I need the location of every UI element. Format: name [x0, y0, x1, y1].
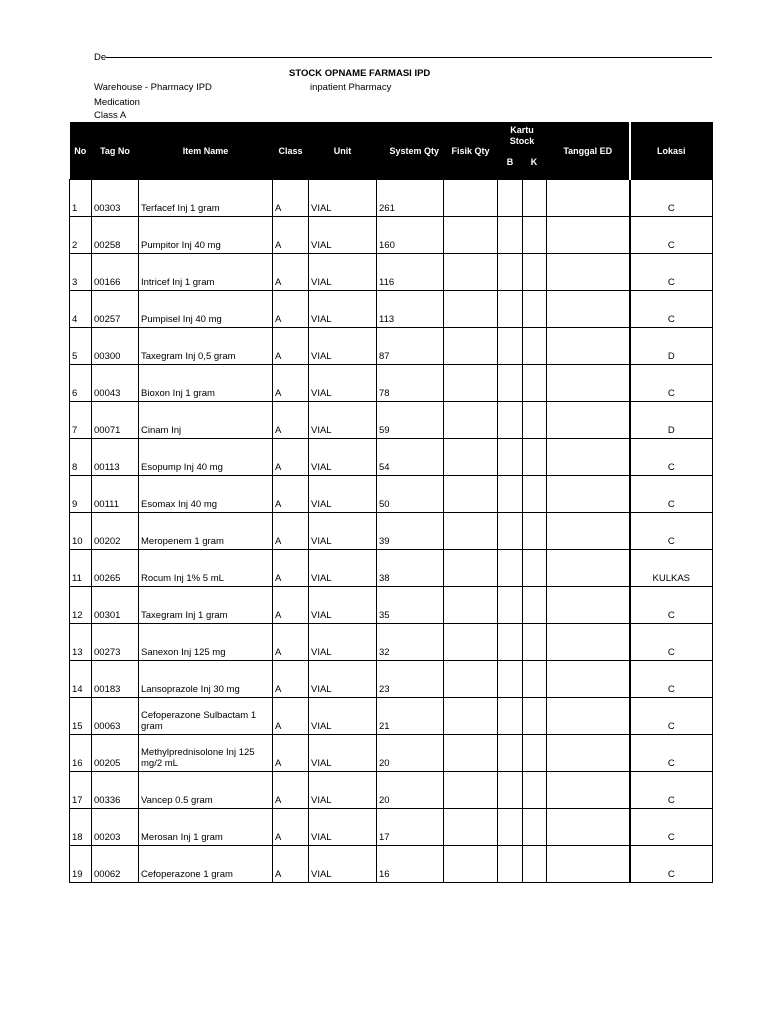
- cell-fisik-qty: [444, 291, 498, 328]
- cell-item-name: Vancep 0.5 gram: [139, 772, 273, 809]
- cell-lokasi: C: [630, 698, 713, 735]
- cell-no: 14: [70, 661, 92, 698]
- cell-tag-no: 00258: [92, 217, 139, 254]
- cell-system-qty: 35: [377, 587, 444, 624]
- cell-no: 15: [70, 698, 92, 735]
- col-header-system-qty: System Qty: [377, 122, 444, 180]
- cell-kartu-k: [523, 402, 547, 439]
- kartu-b-label: B: [506, 156, 514, 167]
- cell-kartu-b: [498, 772, 523, 809]
- cell-item-name: Intricef Inj 1 gram: [139, 254, 273, 291]
- cell-no: 1: [70, 180, 92, 217]
- cell-lokasi: C: [630, 661, 713, 698]
- cell-tag-no: 00183: [92, 661, 139, 698]
- cell-lokasi: C: [630, 735, 713, 772]
- cell-no: 11: [70, 550, 92, 587]
- cell-fisik-qty: [444, 661, 498, 698]
- cell-no: 3: [70, 254, 92, 291]
- cell-unit: VIAL: [309, 809, 377, 846]
- page-title: STOCK OPNAME FARMASI IPD: [289, 68, 431, 79]
- table-row: [70, 587, 713, 624]
- cell-lokasi: C: [630, 587, 713, 624]
- cell-unit: VIAL: [309, 439, 377, 476]
- cell-tanggal-ed: [547, 550, 630, 587]
- cell-fisik-qty: [444, 180, 498, 217]
- cell-kartu-b: [498, 661, 523, 698]
- cell-tanggal-ed: [547, 217, 630, 254]
- cell-lokasi: D: [630, 328, 713, 365]
- cell-class: A: [273, 402, 309, 439]
- cell-kartu-b: [498, 254, 523, 291]
- cell-unit: VIAL: [309, 772, 377, 809]
- cell-item-name: Cefoperazone Sulbactam 1 gram: [139, 698, 273, 735]
- cell-class: A: [273, 772, 309, 809]
- cell-tag-no: 00273: [92, 624, 139, 661]
- cell-class: A: [273, 846, 309, 883]
- warehouse-label: Warehouse - Pharmacy IPD: [94, 82, 212, 93]
- cell-lokasi: KULKAS: [630, 550, 713, 587]
- cell-class: A: [273, 587, 309, 624]
- cell-kartu-b: [498, 365, 523, 402]
- cell-tanggal-ed: [547, 587, 630, 624]
- cell-class: A: [273, 661, 309, 698]
- cell-no: 6: [70, 365, 92, 402]
- col-header-item-name: Item Name: [139, 122, 273, 180]
- cell-class: A: [273, 291, 309, 328]
- cell-unit: VIAL: [309, 254, 377, 291]
- cell-class: A: [273, 476, 309, 513]
- cell-system-qty: 116: [377, 254, 444, 291]
- cell-kartu-b: [498, 846, 523, 883]
- table-row: [70, 661, 713, 698]
- cell-unit: VIAL: [309, 476, 377, 513]
- kartu-line2: Stock: [509, 135, 535, 146]
- cell-no: 17: [70, 772, 92, 809]
- location-description: inpatient Pharmacy: [310, 82, 392, 93]
- cell-tanggal-ed: [547, 328, 630, 365]
- table-row: [70, 772, 713, 809]
- cell-class: A: [273, 328, 309, 365]
- cell-lokasi: C: [630, 476, 713, 513]
- cell-no: 13: [70, 624, 92, 661]
- table-row: [70, 365, 713, 402]
- cell-tanggal-ed: [547, 513, 630, 550]
- cell-item-name: Terfacef Inj 1 gram: [139, 180, 273, 217]
- cell-lokasi: C: [630, 254, 713, 291]
- cell-tag-no: 00336: [92, 772, 139, 809]
- cell-class: A: [273, 365, 309, 402]
- cell-unit: VIAL: [309, 698, 377, 735]
- cell-fisik-qty: [444, 439, 498, 476]
- cell-unit: VIAL: [309, 587, 377, 624]
- cell-unit: VIAL: [309, 365, 377, 402]
- cell-tanggal-ed: [547, 698, 630, 735]
- cell-lokasi: C: [630, 439, 713, 476]
- cell-class: A: [273, 550, 309, 587]
- table-row: [70, 624, 713, 661]
- cell-class: A: [273, 698, 309, 735]
- cell-kartu-b: [498, 735, 523, 772]
- cell-lokasi: C: [630, 809, 713, 846]
- col-header-kartu-stock: [498, 122, 547, 180]
- cell-unit: VIAL: [309, 846, 377, 883]
- table-header-row: [70, 122, 713, 180]
- cell-unit: VIAL: [309, 550, 377, 587]
- table-body: [70, 180, 713, 883]
- cell-item-name: Sanexon Inj 125 mg: [139, 624, 273, 661]
- cell-kartu-k: [523, 328, 547, 365]
- cell-fisik-qty: [444, 846, 498, 883]
- table-row: [70, 402, 713, 439]
- cell-system-qty: 39: [377, 513, 444, 550]
- cell-tag-no: 00111: [92, 476, 139, 513]
- cell-item-name: Taxegram Inj 0,5 gram: [139, 328, 273, 365]
- cell-class: A: [273, 254, 309, 291]
- table-row: [70, 291, 713, 328]
- cell-no: 7: [70, 402, 92, 439]
- cell-no: 8: [70, 439, 92, 476]
- cell-tag-no: 00063: [92, 698, 139, 735]
- table-row: [70, 513, 713, 550]
- class-label: Class A: [94, 110, 127, 121]
- cell-item-name: Meropenem 1 gram: [139, 513, 273, 550]
- cell-fisik-qty: [444, 698, 498, 735]
- cell-tag-no: 00205: [92, 735, 139, 772]
- cell-lokasi: C: [630, 180, 713, 217]
- table-row: [70, 735, 713, 772]
- cell-class: A: [273, 217, 309, 254]
- cell-kartu-k: [523, 217, 547, 254]
- cell-lokasi: D: [630, 402, 713, 439]
- cell-system-qty: 17: [377, 809, 444, 846]
- cell-tag-no: 00113: [92, 439, 139, 476]
- cell-item-name: Bioxon Inj 1 gram: [139, 365, 273, 402]
- table-row: [70, 809, 713, 846]
- table-row: [70, 180, 713, 217]
- col-header-tag-no: Tag No: [92, 122, 139, 180]
- cell-kartu-b: [498, 587, 523, 624]
- cell-fisik-qty: [444, 217, 498, 254]
- cell-no: 18: [70, 809, 92, 846]
- cell-class: A: [273, 809, 309, 846]
- cell-lokasi: C: [630, 217, 713, 254]
- stock-table: [69, 122, 713, 883]
- cell-tag-no: 00071: [92, 402, 139, 439]
- cell-kartu-b: [498, 513, 523, 550]
- cell-tanggal-ed: [547, 439, 630, 476]
- cell-no: 19: [70, 846, 92, 883]
- cell-fisik-qty: [444, 587, 498, 624]
- cell-tanggal-ed: [547, 291, 630, 328]
- cell-no: 4: [70, 291, 92, 328]
- cell-lokasi: C: [630, 513, 713, 550]
- cell-class: A: [273, 180, 309, 217]
- cell-item-name: Cefoperazone 1 gram: [139, 846, 273, 883]
- cell-system-qty: 38: [377, 550, 444, 587]
- cell-unit: VIAL: [309, 661, 377, 698]
- cell-kartu-k: [523, 735, 547, 772]
- cell-tanggal-ed: [547, 846, 630, 883]
- cell-kartu-k: [523, 809, 547, 846]
- cell-unit: VIAL: [309, 291, 377, 328]
- cell-class: A: [273, 439, 309, 476]
- cell-item-name: Esomax Inj 40 mg: [139, 476, 273, 513]
- cell-kartu-k: [523, 291, 547, 328]
- cell-kartu-b: [498, 180, 523, 217]
- cell-kartu-k: [523, 254, 547, 291]
- cell-tag-no: 00202: [92, 513, 139, 550]
- cell-kartu-k: [523, 476, 547, 513]
- cell-lokasi: C: [630, 772, 713, 809]
- cell-lokasi: C: [630, 846, 713, 883]
- cell-system-qty: 160: [377, 217, 444, 254]
- cell-kartu-b: [498, 291, 523, 328]
- cell-unit: VIAL: [309, 180, 377, 217]
- cell-kartu-b: [498, 698, 523, 735]
- cell-unit: VIAL: [309, 735, 377, 772]
- cell-tanggal-ed: [547, 624, 630, 661]
- category-label: Medication: [94, 97, 140, 108]
- cell-tag-no: 00257: [92, 291, 139, 328]
- cell-item-name: Lansoprazole Inj 30 mg: [139, 661, 273, 698]
- table-row: [70, 698, 713, 735]
- cell-kartu-k: [523, 180, 547, 217]
- cell-kartu-k: [523, 661, 547, 698]
- cell-kartu-b: [498, 217, 523, 254]
- cell-item-name: Merosan Inj 1 gram: [139, 809, 273, 846]
- col-header-unit: Unit: [309, 122, 377, 180]
- cell-system-qty: 21: [377, 698, 444, 735]
- cell-tanggal-ed: [547, 254, 630, 291]
- cell-system-qty: 78: [377, 365, 444, 402]
- cell-unit: VIAL: [309, 402, 377, 439]
- cell-tag-no: 00203: [92, 809, 139, 846]
- cell-kartu-b: [498, 550, 523, 587]
- kartu-line1: Kartu: [510, 124, 534, 135]
- cell-tanggal-ed: [547, 661, 630, 698]
- cell-no: 10: [70, 513, 92, 550]
- cell-class: A: [273, 624, 309, 661]
- cell-tag-no: 00300: [92, 328, 139, 365]
- cell-kartu-b: [498, 809, 523, 846]
- cell-unit: VIAL: [309, 624, 377, 661]
- corner-text: De: [94, 52, 107, 63]
- cell-system-qty: 54: [377, 439, 444, 476]
- table-row: [70, 217, 713, 254]
- cell-fisik-qty: [444, 254, 498, 291]
- table-row: [70, 328, 713, 365]
- cell-system-qty: 113: [377, 291, 444, 328]
- cell-kartu-k: [523, 698, 547, 735]
- table-row: [70, 254, 713, 291]
- table-row: [70, 439, 713, 476]
- cell-fisik-qty: [444, 772, 498, 809]
- cell-fisik-qty: [444, 402, 498, 439]
- cell-no: 2: [70, 217, 92, 254]
- cell-kartu-k: [523, 624, 547, 661]
- cell-kartu-k: [523, 772, 547, 809]
- cell-tag-no: 00166: [92, 254, 139, 291]
- cell-unit: VIAL: [309, 513, 377, 550]
- cell-item-name: Esopump Inj 40 mg: [139, 439, 273, 476]
- col-header-no: No: [70, 122, 92, 180]
- cell-kartu-b: [498, 624, 523, 661]
- cell-no: 5: [70, 328, 92, 365]
- cell-no: 9: [70, 476, 92, 513]
- col-header-fisik-qty: Fisik Qty: [444, 122, 498, 180]
- cell-no: 12: [70, 587, 92, 624]
- col-header-lokasi: Lokasi: [630, 122, 713, 180]
- cell-fisik-qty: [444, 550, 498, 587]
- cell-fisik-qty: [444, 328, 498, 365]
- cell-lokasi: C: [630, 624, 713, 661]
- header-divider: [106, 57, 712, 58]
- cell-system-qty: 20: [377, 735, 444, 772]
- cell-tanggal-ed: [547, 365, 630, 402]
- cell-system-qty: 50: [377, 476, 444, 513]
- cell-tag-no: 00062: [92, 846, 139, 883]
- cell-kartu-k: [523, 550, 547, 587]
- cell-fisik-qty: [444, 624, 498, 661]
- cell-item-name: Rocum Inj 1% 5 mL: [139, 550, 273, 587]
- cell-tanggal-ed: [547, 180, 630, 217]
- cell-unit: VIAL: [309, 217, 377, 254]
- table-row: [70, 476, 713, 513]
- cell-item-name: Pumpitor Inj 40 mg: [139, 217, 273, 254]
- cell-kartu-b: [498, 476, 523, 513]
- cell-system-qty: 23: [377, 661, 444, 698]
- cell-tag-no: 00301: [92, 587, 139, 624]
- cell-item-name: Pumpisel Inj 40 mg: [139, 291, 273, 328]
- cell-tag-no: 00043: [92, 365, 139, 402]
- cell-system-qty: 59: [377, 402, 444, 439]
- cell-tanggal-ed: [547, 772, 630, 809]
- cell-fisik-qty: [444, 809, 498, 846]
- cell-system-qty: 16: [377, 846, 444, 883]
- cell-tag-no: 00265: [92, 550, 139, 587]
- cell-class: A: [273, 735, 309, 772]
- col-header-class: Class: [273, 122, 309, 180]
- cell-class: A: [273, 513, 309, 550]
- cell-fisik-qty: [444, 513, 498, 550]
- cell-kartu-b: [498, 402, 523, 439]
- table-row: [70, 846, 713, 883]
- cell-tag-no: 00303: [92, 180, 139, 217]
- cell-tanggal-ed: [547, 735, 630, 772]
- cell-kartu-b: [498, 439, 523, 476]
- cell-no: 16: [70, 735, 92, 772]
- cell-kartu-k: [523, 846, 547, 883]
- cell-fisik-qty: [444, 365, 498, 402]
- cell-tanggal-ed: [547, 809, 630, 846]
- cell-kartu-k: [523, 365, 547, 402]
- cell-item-name: Methylprednisolone Inj 125 mg/2 mL: [139, 735, 273, 772]
- cell-tanggal-ed: [547, 476, 630, 513]
- cell-tanggal-ed: [547, 402, 630, 439]
- cell-fisik-qty: [444, 476, 498, 513]
- cell-system-qty: 32: [377, 624, 444, 661]
- cell-kartu-k: [523, 587, 547, 624]
- cell-system-qty: 261: [377, 180, 444, 217]
- cell-kartu-b: [498, 328, 523, 365]
- cell-lokasi: C: [630, 365, 713, 402]
- cell-fisik-qty: [444, 735, 498, 772]
- cell-lokasi: C: [630, 291, 713, 328]
- table-row: [70, 550, 713, 587]
- cell-unit: VIAL: [309, 328, 377, 365]
- cell-item-name: Taxegram Inj 1 gram: [139, 587, 273, 624]
- kartu-k-label: K: [530, 156, 538, 167]
- cell-kartu-k: [523, 439, 547, 476]
- cell-system-qty: 87: [377, 328, 444, 365]
- col-header-tanggal-ed: Tanggal ED: [547, 122, 630, 180]
- cell-system-qty: 20: [377, 772, 444, 809]
- cell-kartu-k: [523, 513, 547, 550]
- cell-item-name: Cinam Inj: [139, 402, 273, 439]
